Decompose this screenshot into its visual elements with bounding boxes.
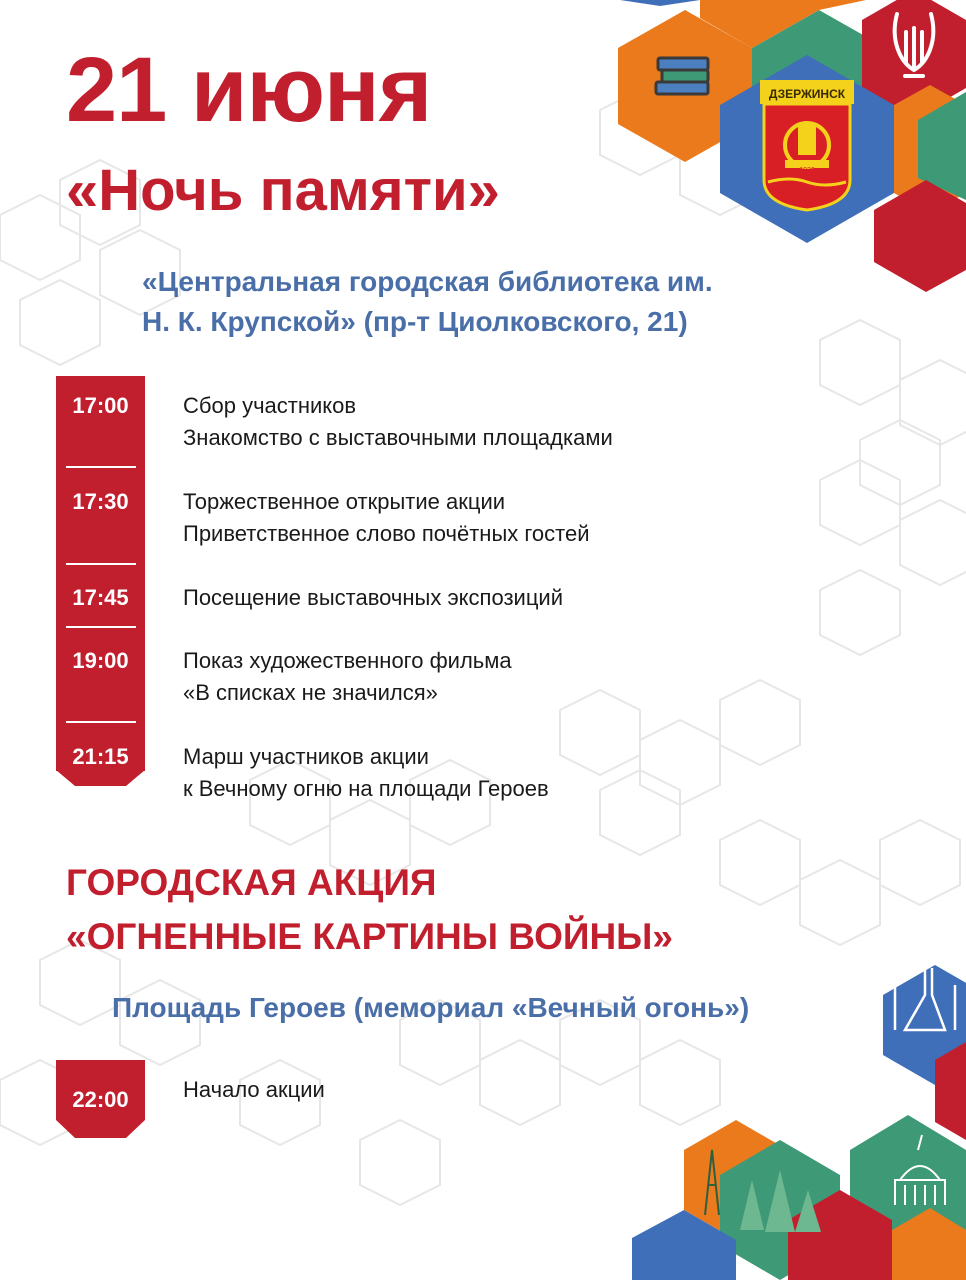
schedule-time-column <box>56 376 145 771</box>
schedule-divider <box>66 721 136 723</box>
schedule-time-column-tip <box>56 770 145 786</box>
schedule-item-line: Сбор участников <box>183 393 357 418</box>
schedule-time: 21:15 <box>72 744 129 769</box>
action-time: 22:00 <box>72 1087 129 1112</box>
schedule-divider <box>66 466 136 468</box>
schedule-item <box>183 486 843 550</box>
emblem-year: 1930 <box>799 167 815 174</box>
schedule-time: 19:00 <box>72 648 129 673</box>
action-title-line-2: «ОГНЕННЫЕ КАРТИНЫ ВОЙНЫ» <box>66 916 673 957</box>
schedule-item-line: Приветственное слово почётных гостей <box>183 521 590 546</box>
schedule-item-line: «В списках не значился» <box>183 680 438 705</box>
schedule-time: 17:30 <box>72 489 129 514</box>
schedule-item-line: Показ художественного фильма <box>183 648 512 673</box>
schedule-divider <box>66 626 136 628</box>
venue-line-2: Н. К. Крупской» (пр-т Циолковского, 21) <box>142 306 688 337</box>
action-title <box>66 856 673 964</box>
event-title: «Ночь памяти» <box>66 158 500 223</box>
date-title: 21 июня <box>66 39 432 141</box>
schedule-item-line: Посещение выставочных экспозиций <box>183 585 564 610</box>
action-title-line-1: ГОРОДСКАЯ АКЦИЯ <box>66 862 437 903</box>
schedule-time: 17:00 <box>72 393 129 418</box>
schedule-item <box>183 645 843 709</box>
schedule-time: 17:45 <box>72 585 129 610</box>
emblem-city-name: ДЗЕРЖИНСК <box>768 87 846 101</box>
schedule-divider <box>66 563 136 565</box>
schedule-item-line: к Вечному огню на площади Героев <box>183 776 549 801</box>
schedule-item-line: Знакомство с выставочными площадками <box>183 425 613 450</box>
schedule-item-line: Марш участников акции <box>183 744 429 769</box>
action-venue: Площадь Героев (мемориал «Вечный огонь») <box>112 992 750 1023</box>
schedule-item <box>183 390 843 454</box>
venue-line-1: «Центральная городская библиотека им. <box>142 266 713 297</box>
venue-address <box>142 262 862 342</box>
schedule-item <box>183 582 843 614</box>
action-start-text: Начало акции <box>183 1077 325 1102</box>
schedule-item <box>183 741 843 805</box>
schedule-item-line: Торжественное открытие акции <box>183 489 506 514</box>
